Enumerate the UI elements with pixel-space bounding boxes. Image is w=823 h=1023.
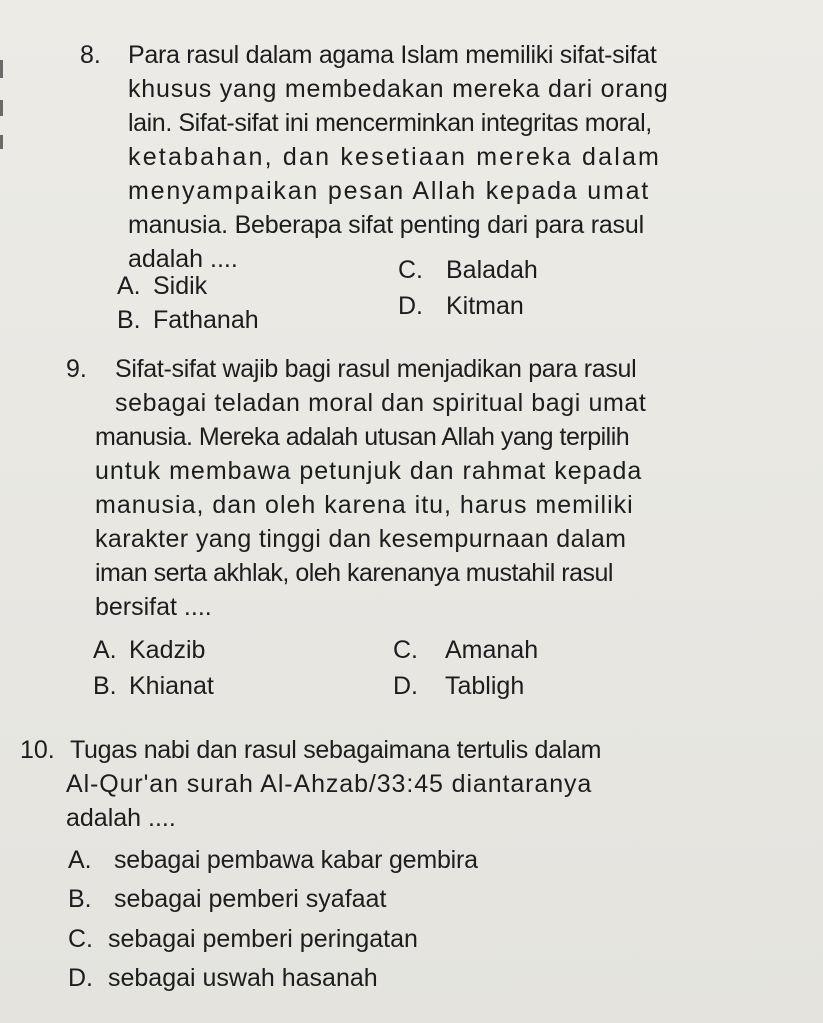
option-10d[interactable]: [68, 964, 378, 993]
option-letter: A.: [117, 272, 141, 300]
option-text: sebagai uswah hasanah: [108, 964, 378, 992]
option-text: Amanah: [445, 636, 539, 664]
option-8d[interactable]: [398, 292, 524, 321]
option-letter: D.: [398, 292, 423, 320]
option-letter: C.: [398, 256, 423, 284]
question-line: ketabahan, dan kesetiaan mereka dalam: [128, 143, 662, 171]
question-line: manusia, dan oleh karena itu, harus memiliki: [95, 491, 634, 519]
question-line: menyampaikan pesan Allah kepada umat: [128, 177, 651, 205]
option-text: Khianat: [129, 672, 214, 700]
question-line: lain. Sifat-sifat ini mencerminkan integritas moral,: [128, 109, 652, 137]
question-line: Tugas nabi dan rasul sebagaimana tertulis dalam: [70, 736, 602, 764]
option-letter: C.: [393, 636, 418, 664]
option-letter: A.: [93, 636, 117, 664]
option-8a[interactable]: [117, 272, 207, 301]
left-edge-mark: [0, 100, 3, 116]
option-letter: B.: [117, 306, 141, 334]
question-text: [128, 38, 669, 276]
option-letter: A.: [68, 846, 92, 874]
question-line: Para rasul dalam agama Islam memiliki sifat-sifat: [128, 41, 657, 69]
question-line: sebagai teladan moral dan spiritual bagi umat: [115, 389, 647, 417]
option-text: Kitman: [446, 292, 524, 320]
question-line: untuk membawa petunjuk dan rahmat kepada: [95, 457, 643, 485]
left-edge-mark: [0, 135, 3, 149]
option-text: Fathanah: [153, 306, 259, 334]
option-8c[interactable]: [398, 256, 538, 285]
question-text: [95, 352, 647, 624]
question-number: 8.: [80, 41, 101, 69]
bleed-through-texture: ​: [329, 282, 331, 309]
option-10a[interactable]: [68, 846, 478, 875]
question-line: bersifat ....: [95, 593, 212, 621]
option-letter: B.: [93, 672, 117, 700]
option-9c[interactable]: [393, 636, 538, 665]
option-text: Tabligh: [445, 672, 525, 700]
option-10c[interactable]: [68, 925, 418, 954]
question-line: manusia. Beberapa sifat penting dari para rasul: [128, 211, 644, 239]
question-line: iman serta akhlak, oleh karenanya mustahil rasul: [95, 559, 613, 587]
option-text: Kadzib: [129, 636, 206, 664]
option-8b[interactable]: [117, 306, 259, 335]
question-line: khusus yang membedakan mereka dari orang: [128, 75, 669, 103]
question-line: adalah ....: [66, 804, 176, 832]
question-line: karakter yang tinggi dan kesempurnaan dalam: [95, 525, 627, 553]
option-text: sebagai pembawa kabar gembira: [114, 846, 478, 874]
question-number: 10.: [20, 736, 55, 764]
question-line: Al-Qur'an surah Al-Ahzab/33:45 diantaranya: [66, 770, 593, 798]
option-text: Sidik: [153, 272, 208, 300]
option-text: Baladah: [446, 256, 538, 284]
question-line: Sifat-sifat wajib bagi rasul menjadikan para rasul: [115, 355, 637, 383]
option-9b[interactable]: [93, 672, 214, 701]
option-9a[interactable]: [93, 636, 205, 665]
option-text: sebagai pemberi syafaat: [114, 885, 387, 913]
option-10b[interactable]: [68, 885, 386, 914]
option-letter: D.: [68, 964, 93, 992]
question-number: 9.: [66, 355, 87, 383]
option-letter: D.: [393, 672, 418, 700]
option-9d[interactable]: [393, 672, 524, 701]
question-line: manusia. Mereka adalah utusan Allah yang terpilih: [95, 423, 630, 451]
question-line: adalah ....: [128, 245, 238, 273]
question-text: [66, 733, 602, 835]
option-text: sebagai pemberi peringatan: [108, 925, 418, 953]
left-edge-mark: [0, 60, 3, 78]
option-letter: B.: [68, 885, 92, 913]
option-letter: C.: [68, 925, 93, 953]
